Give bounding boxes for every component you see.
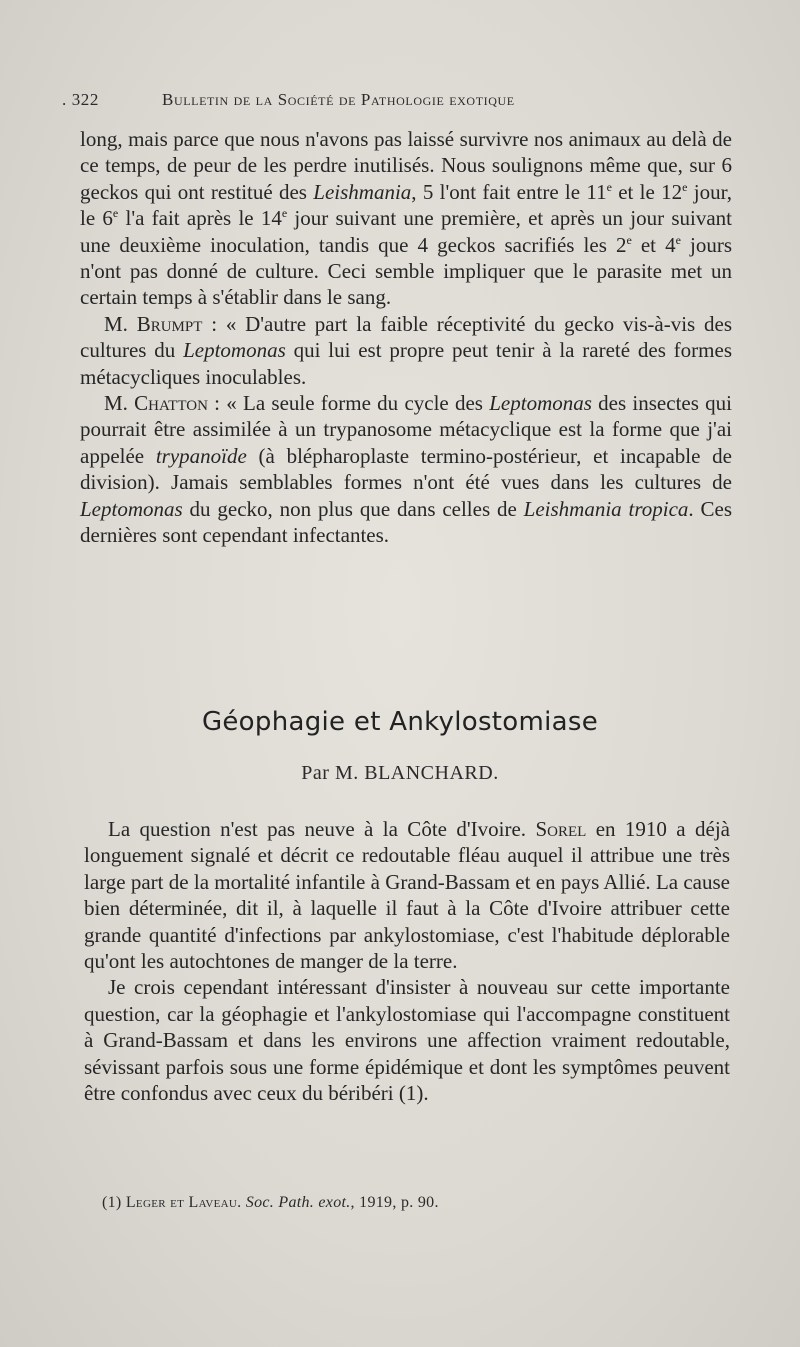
journal-title: Bulletin de la Société de Pathologie exotique [162,90,515,109]
italic-term: Leishmania tropica [523,496,689,521]
paragraph-chatton: M. Chatton : « La seule forme du cycle des Leptomonas des insectes qui pourrait être assimilée à un trypanosome métacyclique est la forme que j'ai appelée trypanoïde (à blépharoplaste termino-postérieur, et incapable de division). Jamais semblables formes n'ont été vues dans les cultures de Leptomonas du gecko, non plus que dans celles de Leishmania tropica. Ces dernières sont cependant infectantes. [80,391,733,548]
footnote: (1) Leger et Laveau. Soc. Path. exot., 1919, p. 90. [102,1194,439,1211]
italic-term: trypanoïde [155,443,247,468]
running-head [62,90,742,110]
italic-term: Leptomonas [183,338,286,363]
article-author: Par M. BLANCHARD. [301,762,499,784]
continuation-text [80,126,732,549]
paragraph-brumpt: M. Brumpt : « D'autre part la faible réceptivité du gecko vis-à-vis des cultures du Leptomonas qui lui est propre peut tenir à la rareté des formes métacycliques inoculables. [80,311,733,389]
article-title: Géophagie et Ankylostomiase [201,707,599,737]
speaker-name: M. Chatton [104,391,208,416]
italic-term: Leishmania [313,179,412,204]
italic-term: Leptomonas [489,391,592,416]
cited-author: Sorel [535,817,587,841]
paragraph-continuation: long, mais parce que nous n'avons pas laissé survivre nos animaux au delà de ce temps, de peur de les perdre inutilisés. Nous soulignons même que, sur 6 geckos qui ont restitué des Leishmania, 5 l'ont fait entre le 11e et le 12e jour, le 6e l'a fait après le 14e jour suivant une première, et après un jour suivant une deuxième inoculation, tandis que 4 geckos sacrifiés les 2e et 4e jours n'ont pas donné de culture. Ceci semble impliquer que le parasite met un certain temps à s'établir dans le sang. [80,127,733,310]
footnote-journal: Soc. Path. exot. [245,1194,351,1211]
paragraph-article-1: La question n'est pas neuve à la Côte d'Ivoire. Sorel en 1910 a déjà longuement signalé et décrit ce redoutable fléau auquel il attribue une très large part de la mortalité infantile à Grand-Bassam et en pays Allié. La cause bien déterminée, dit il, à laquelle il faut à la Côte d'Ivoire attribuer cette grande quantité d'infections par ankylostomiase, c'est l'habitude déplorable qu'ont les autochtones de manger de la terre. [84,817,731,974]
footnote-authors: Leger et Laveau. [125,1194,242,1211]
page-number: . 322 [62,90,99,109]
paragraph-article-2: Je crois cependant intéressant d'insister à nouveau sur cette importante question, car la géophagie et l'ankylostomiase qui l'accompagne constituent à Grand-Bassam et dans les environs une affection vraiment redoutable, sévissant parfois sous une forme épidémique et dont les symptômes peuvent être confondus avec ceux du béribéri (1). [84,975,730,1106]
article-body [84,816,730,1106]
italic-term: Leptomonas [80,496,183,521]
speaker-name: M. Brumpt [104,311,203,336]
